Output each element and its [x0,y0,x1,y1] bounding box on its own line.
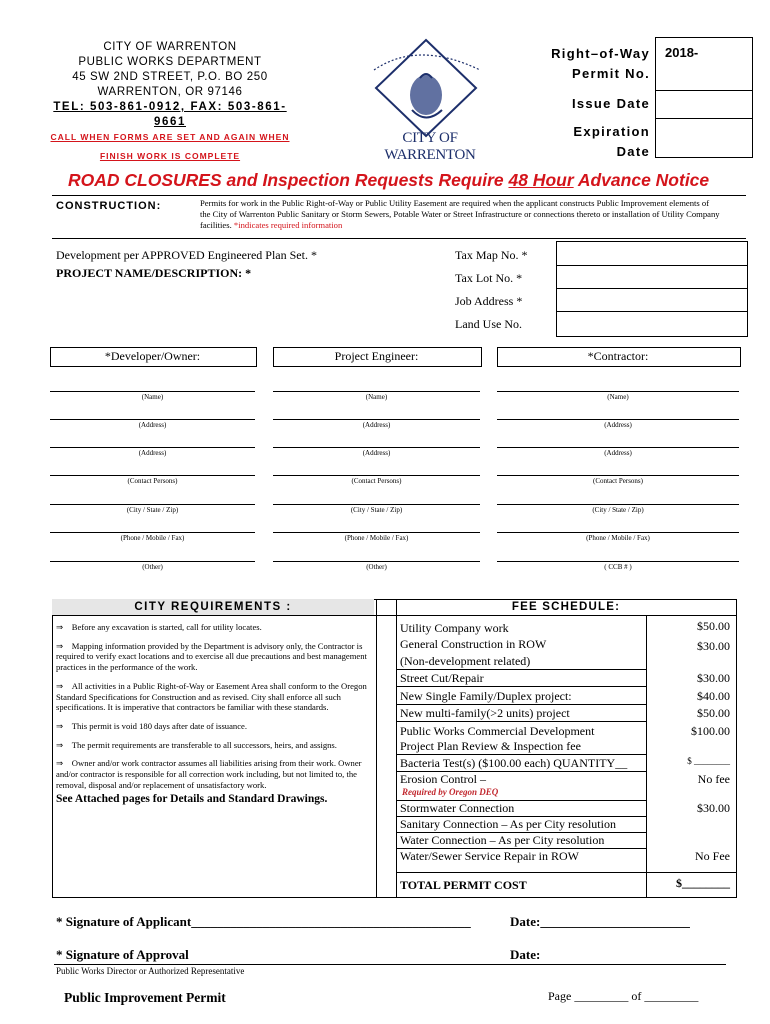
requirement-item: ⇒ All activities in a Public Right-of-Way or Easement Area shall conform to the Oregon Standard Specifications for Construction and as revised. City shall enforce all such specifications. It is imperative that contractors be familiar with these standards. [56,680,367,713]
developer-address2-caption: (Address) [138,449,167,457]
fee-row-label: Project Plan Review & Inspection fee [400,739,581,753]
contractor-city-line[interactable] [497,504,739,505]
engineer-address2-line[interactable] [273,447,480,448]
requirements-title: CITY REQUIREMENTS : [134,601,292,613]
contractor-ccb-line[interactable] [497,561,739,562]
parcel-info-box[interactable] [556,241,748,337]
fee-row-label: Bacteria Test(s) ($100.00 each) QUANTITY__ [400,756,628,770]
developer-address-caption: (Address) [138,421,167,429]
fee-row-label: (Non-development related) [400,654,531,668]
fee-row-label: Street Cut/Repair [400,671,484,685]
fee-row-amount: $40.00 [697,689,730,703]
fee-row-amount: $30.00 [697,671,730,685]
engineer-address2-caption: (Address) [362,449,391,457]
engineer-address-caption: (Address) [362,421,391,429]
permit-year: 2018- [665,45,699,60]
page-total-field[interactable]: _________ [644,989,699,1003]
requirements-footer: See Attached pages for Details and Standard Drawings. [56,793,328,806]
page-current-field[interactable]: _________ [574,989,629,1003]
contractor-ccb-caption: ( CCB # ) [604,563,632,571]
contractor-city-caption: (City / State / Zip) [592,506,644,514]
contractor-contact-line[interactable] [497,475,739,476]
requirement-item: ⇒ Owner and/or work contractor assumes all liabilities arising from their work. Owner and/or contractor is responsible for all correction work including, but not limited to, the removal, disposal and/or replacement of unsatisfactory work. [56,758,362,790]
fee-row-label: Erosion Control – [400,772,486,786]
developer-phone-caption: (Phone / Mobile / Fax) [120,534,185,542]
fee-row-label: Public Works Commercial Development [400,724,595,738]
contractor-address-caption: (Address) [604,421,632,429]
fee-row-label: Sanitary Connection – As per City resolution [400,817,616,831]
developer-name-caption: (Name) [141,393,164,401]
expiration-date-label: Expiration Date [573,124,650,159]
contractor-address2-line[interactable] [497,447,739,448]
applicant-signature[interactable]: * Signature of Applicant___________________________________________ [56,914,471,929]
engineer-contact-line[interactable] [273,475,480,476]
engineer-phone-line[interactable] [273,532,480,533]
logo-text: CITY OF WARRENTON [384,130,476,163]
approval-signature-line[interactable] [54,964,726,965]
contractor-address2-caption: (Address) [604,449,632,457]
permit-label-line-1: Right–of-Way [551,46,650,61]
developer-other-line[interactable] [50,561,255,562]
city-state-zip: WARRENTON, OR 97146 [97,86,243,98]
fee-row-label: New Single Family/Duplex project: [400,689,572,703]
fee-row-label: New multi-family(>2 units) project [400,706,570,720]
engineer-name-caption: (Name) [365,393,388,401]
contractor-phone-caption: (Phone / Mobile / Fax) [586,534,650,542]
permit-label-line-2: Permit No. [571,66,650,81]
fee-row-label: Water/Sewer Service Repair in ROW [400,849,579,863]
engineer-phone-caption: (Phone / Mobile / Fax) [344,534,409,542]
road-closure-notice: ROAD CLOSURES and Inspection Requests Require 48 Hour Advance Notice [68,170,710,190]
engineer-header: Project Engineer: [334,349,419,363]
job-address-label: Job Address * [455,294,523,308]
requirement-item: ⇒ Before any excavation is started, call for utility locates. [56,622,262,632]
fee-schedule-title: FEE SCHEDULE: [511,601,621,613]
tax-lot-label: Tax Lot No. * [455,271,523,285]
fee-row-amount: $100.00 [691,724,730,738]
developer-name-line[interactable] [50,391,255,392]
tax-map-label: Tax Map No. * [455,248,528,262]
developer-address2-line[interactable] [50,447,255,448]
contractor-header: *Contractor: [587,349,649,363]
engineer-city-line[interactable] [273,504,480,505]
contractor-address-line[interactable] [497,419,739,420]
developer-city-caption: (City / State / Zip) [126,506,179,514]
fee-row-label: Utility Company work [400,621,509,635]
engineer-address-line[interactable] [273,419,480,420]
developer-contact-caption: (Contact Persons) [127,477,178,485]
issue-date-label: Issue Date [571,96,650,111]
developer-contact-line[interactable] [50,475,255,476]
requirement-item: ⇒ The permit requirements are transferable to all successors, heirs, and assigns. [56,739,337,750]
development-label: Development per APPROVED Engineered Plan Set. * [56,248,317,262]
fee-row-label: Water Connection – As per City resolution [400,833,605,847]
city-name: CITY OF WARRENTON [103,41,237,53]
engineer-other-caption: (Other) [366,563,387,571]
approval-note: Public Works Director or Authorized Representative [56,966,245,976]
project-name-label: PROJECT NAME/DESCRIPTION: * [56,266,252,280]
contractor-name-caption: (Name) [607,393,629,401]
contractor-contact-caption: (Contact Persons) [593,477,643,485]
developer-city-line[interactable] [50,504,255,505]
fee-row-amount[interactable]: $ ________ [687,756,730,766]
requirement-item: ⇒ This permit is void 180 days after date of issuance. [56,720,247,731]
developer-header: *Developer/Owner: [104,349,201,363]
requirements-list [56,622,368,806]
total-permit-cost-label: TOTAL PERMIT COST [400,878,527,892]
city-address-block [40,40,300,164]
footer-title: Public Improvement Permit [64,990,226,1005]
fee-row-amount: $50.00 [697,706,730,720]
fee-row-amount: No Fee [695,849,730,863]
fee-row-note: Required by Oregon DEQ [402,787,499,797]
fee-row-amount: No fee [697,772,730,786]
construction-label: CONSTRUCTION: [56,200,162,212]
department-name: PUBLIC WORKS DEPARTMENT [78,56,262,68]
contractor-phone-line[interactable] [497,532,739,533]
call-notice-line-2: FINISH WORK IS COMPLETE [99,151,241,161]
fee-row-amount: $30.00 [697,801,730,815]
engineer-name-line[interactable] [273,391,480,392]
page-number: Page _________ of _________ [548,989,699,1003]
approval-signature-label: * Signature of Approval [56,947,189,962]
construction-text: Permits for work in the Public Right-of-Way or Public Utility Easement are required when the applicant constructs Public Improvement elements of the City of Warrenton Public Sanitary or Storm Sewers, Potable Water or Street Infrastructure or connections thereto or installation of Utility Company facilities. *indicates required information [200,198,720,230]
developer-phone-line[interactable] [50,532,255,533]
permit-labels [540,44,650,162]
land-use-label: Land Use No. [455,317,522,331]
phone-fax: TEL: 503-861-0912, FAX: 503-861-9661 [53,101,287,128]
developer-other-caption: (Other) [142,563,163,571]
fee-row-label: General Construction in ROW [400,637,547,651]
approval-date-label: Date: [510,947,541,962]
total-permit-cost-value[interactable]: $________ [676,876,730,890]
engineer-city-caption: (City / State / Zip) [350,506,403,514]
fee-row-amount: $30.00 [697,639,730,653]
applicant-date[interactable]: Date:_______________________ [510,914,690,929]
engineer-contact-caption: (Contact Persons) [351,477,402,485]
requirement-item: ⇒ Mapping information provided by the Department is advisory only, the Contractor is required to verify exact locations and to exercise all due precautions and best management practices in the performance of the work. [56,640,367,673]
city-logo [368,30,492,163]
call-notice-line-1: CALL WHEN FORMS ARE SET AND AGAIN WHEN [50,132,290,142]
contractor-name-line[interactable] [497,391,739,392]
fee-row-amount: $50.00 [697,619,730,633]
fee-row-label: Stormwater Connection [400,801,515,815]
engineer-other-line[interactable] [273,561,480,562]
developer-address-line[interactable] [50,419,255,420]
street-address: 45 SW 2ND STREET, P.O. BO 250 [72,71,268,83]
